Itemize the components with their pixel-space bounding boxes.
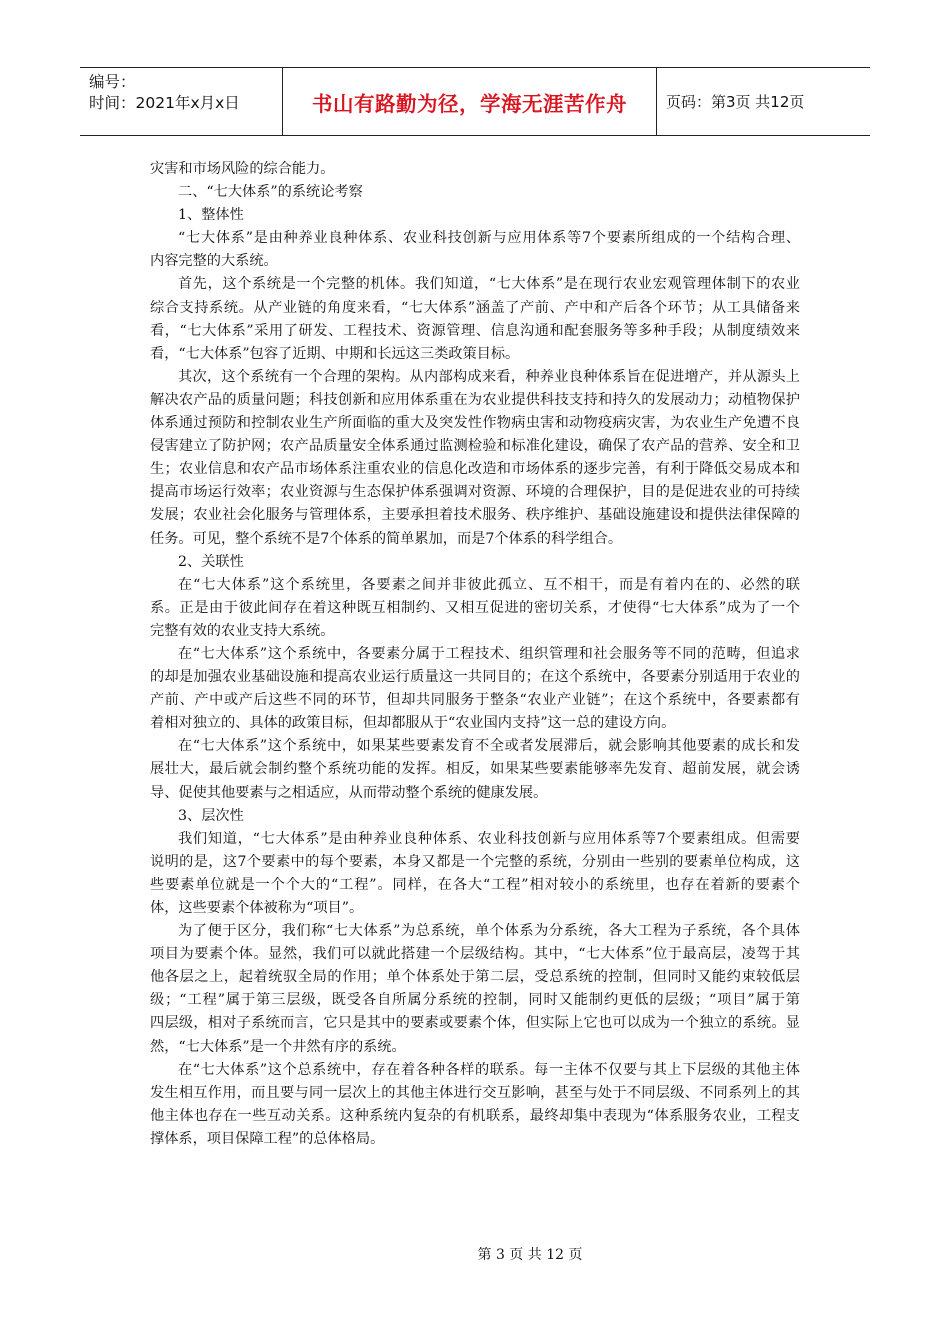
body-text-line: 二、“七大体系”的系统论考察	[178, 184, 363, 201]
body-text-line: 级；“工程”属于第三层级，既受各自所属分系统的控制，同时又能制约更低的层级；“项目”属于第	[150, 992, 800, 1009]
header-code-label: 编号：	[89, 73, 136, 91]
body-text-line: 生；农业信息和农产品市场体系注重农业的信息化改造和市场体系的逐步完善，有利于降低交易成本和	[150, 461, 800, 478]
body-text-line: 灾害和市场风险的综合能力。	[150, 161, 335, 177]
body-text-line: 系。正是由于彼此间存在着这种既互相制约、又相互促进的密切关系，才使得“七大体系”成为了一个	[150, 599, 800, 616]
body-text-line: 的却是加强农业基础设施和提高农业运行质量这一共同目的；在这个系统中，各要素分别适用于农业的	[150, 669, 800, 686]
body-text-line: 看，“七大体系”采用了研发、工程技术、资源管理、信息沟通和配套服务等多种手段；从制度绩效来	[150, 322, 800, 339]
body-text-line: “七大体系”是由种养业良种体系、农业科技创新与应用体系等7个要素所组成的一个结构合理、	[178, 230, 800, 247]
body-text-line: 2、关联性	[178, 553, 244, 570]
body-text-line: 解决农产品的质量问题；科技创新和应用体系重在为农业提供科技支持和持久的发展动力；动植物保护	[150, 391, 800, 408]
body-text-line: 他主体也存在一些互动关系。这种系统内复杂的有机联系，最终却集中表现为“体系服务农业，工程支	[150, 1107, 800, 1124]
page-footer: 第 3 页 共 12 页	[477, 1247, 583, 1263]
body-text-line: 发展；农业社会化服务与管理体系，主要承担着技术服务、秩序维护、基础设施建设和提供法律保障的	[150, 507, 800, 524]
body-text-line: 在“七大体系”这个系统里，各要素之间并非彼此孤立、互不相干，而是有着内在的、必然的联	[178, 576, 800, 593]
header-motto: 书山有路勤为径，学海无涯苦作舟	[282, 68, 657, 135]
body-text-line: 提高市场运行效率；农业资源与生态保护体系强调对资源、环境的合理保护，目的是促进农业的可持续	[150, 484, 800, 501]
body-text-line: 内容完整的大系统。	[150, 253, 278, 270]
body-text-line: 3、层次性	[178, 807, 244, 824]
body-text-line: 在“七大体系”这个系统中，如果某些要素发育不全或者发展滞后，就会影响其他要素的成长和发	[178, 738, 800, 755]
body-text-line: 说明的是，这7个要素中的每个要素，本身又都是一个完整的系统，分别由一些别的要素单位构成，这	[150, 853, 800, 870]
body-text-line: 看，“七大体系”包容了近期、中期和长远这三类政策目标。	[150, 345, 520, 362]
body-text-line: 在“七大体系”这个总系统中，存在着各种各样的联系。每一主体不仅要与其上下层级的其他主体	[178, 1061, 800, 1078]
body-text-line: 产前、产中或产后这些不同的环节，但却共同服务于整条“农业产业链”；在这个系统中，各要素都有	[150, 692, 800, 709]
document-body	[150, 158, 800, 1151]
body-text-line: 项目为要素个体。显然，我们可以就此搭建一个层级结构。其中，“七大体系”位于最高层，凌驾于其	[150, 946, 800, 963]
body-text-line: 侵害建立了防护网；农产品质量安全体系通过监测检验和标准化建设，确保了农产品的营养、安全和卫	[150, 438, 800, 455]
body-text-line: 任务。可见，整个系统不是7个体系的简单累加，而是7个体系的科学组合。	[150, 530, 623, 547]
body-text-line: 其次，这个系统有一个合理的架构。从内部构成来看，种养业良种体系旨在促进增产，并从源头上	[178, 368, 800, 385]
body-text-line: 展壮大，最后就会制约整个系统功能的发挥。相反，如果某些要素能够率先发育、超前发展，就会诱	[150, 761, 800, 778]
body-text-line: 首先，这个系统是一个完整的机体。我们知道，“七大体系”是在现行农业宏观管理体制下的农业	[178, 276, 800, 293]
body-text-line: 1、整体性	[178, 207, 244, 224]
body-text-line: 我们知道，“七大体系”是由种养业良种体系、农业科技创新与应用体系等7个要素组成。但需要	[178, 830, 800, 847]
body-text-line: 导、促使其他要素与之相适应，从而带动整个系统的健康发展。	[150, 784, 548, 801]
body-text-line: 他各层之上，起着统驭全局的作用；单个体系处于第二层，受总系统的控制，但同时又能约束较低层	[150, 969, 800, 986]
body-text-line: 着相对独立的、具体的政策目标，但却都服从于“农业国内支持”这一总的建设方向。	[150, 715, 676, 732]
body-text-line: 体，这些要素个体被称为“项目”。	[150, 900, 364, 916]
body-text-line: 体系通过预防和控制农业生产所面临的重大及突发性作物病虫害和动物疫病灾害，为农业生产免遭不良	[150, 415, 800, 432]
body-text-line: 撑体系，项目保障工程”的总体格局。	[150, 1130, 385, 1147]
body-text-line: 综合支持系统。从产业链的角度来看，“七大体系”涵盖了产前、产中和产后各个环节；从工具储备来	[150, 299, 800, 316]
header-meta	[80, 68, 282, 135]
header-page-info: 页码：第3页 共12页	[666, 93, 805, 111]
body-text-line: 四层级，相对子系统而言，它只是其中的要素或要素个体，但实际上它也可以成为一个独立的系统。显	[150, 1015, 800, 1032]
body-text-line: 发生相互作用，而且要与同一层次上的其他主体进行交互影响，甚至与处于不同层级、不同系列上的其	[150, 1084, 800, 1101]
body-text-line: 然，“七大体系”是一个井然有序的系统。	[150, 1038, 406, 1055]
body-text-line: 在“七大体系”这个系统中，各要素分属于工程技术、组织管理和社会服务等不同的范畴，但追求	[178, 645, 800, 662]
document-header	[80, 67, 870, 136]
body-text-line: 些要素单位就是一个个大的“工程”。同样，在各大“工程”相对较小的系统里，也存在着新的要素个	[150, 876, 800, 893]
body-text-line: 完整有效的农业支持大系统。	[150, 622, 335, 639]
body-text-line: 为了便于区分，我们称“七大体系”为总系统，单个体系为分系统，各大工程为子系统，各个具体	[178, 923, 800, 940]
header-date: 时间：2021年x月x日	[89, 94, 240, 112]
